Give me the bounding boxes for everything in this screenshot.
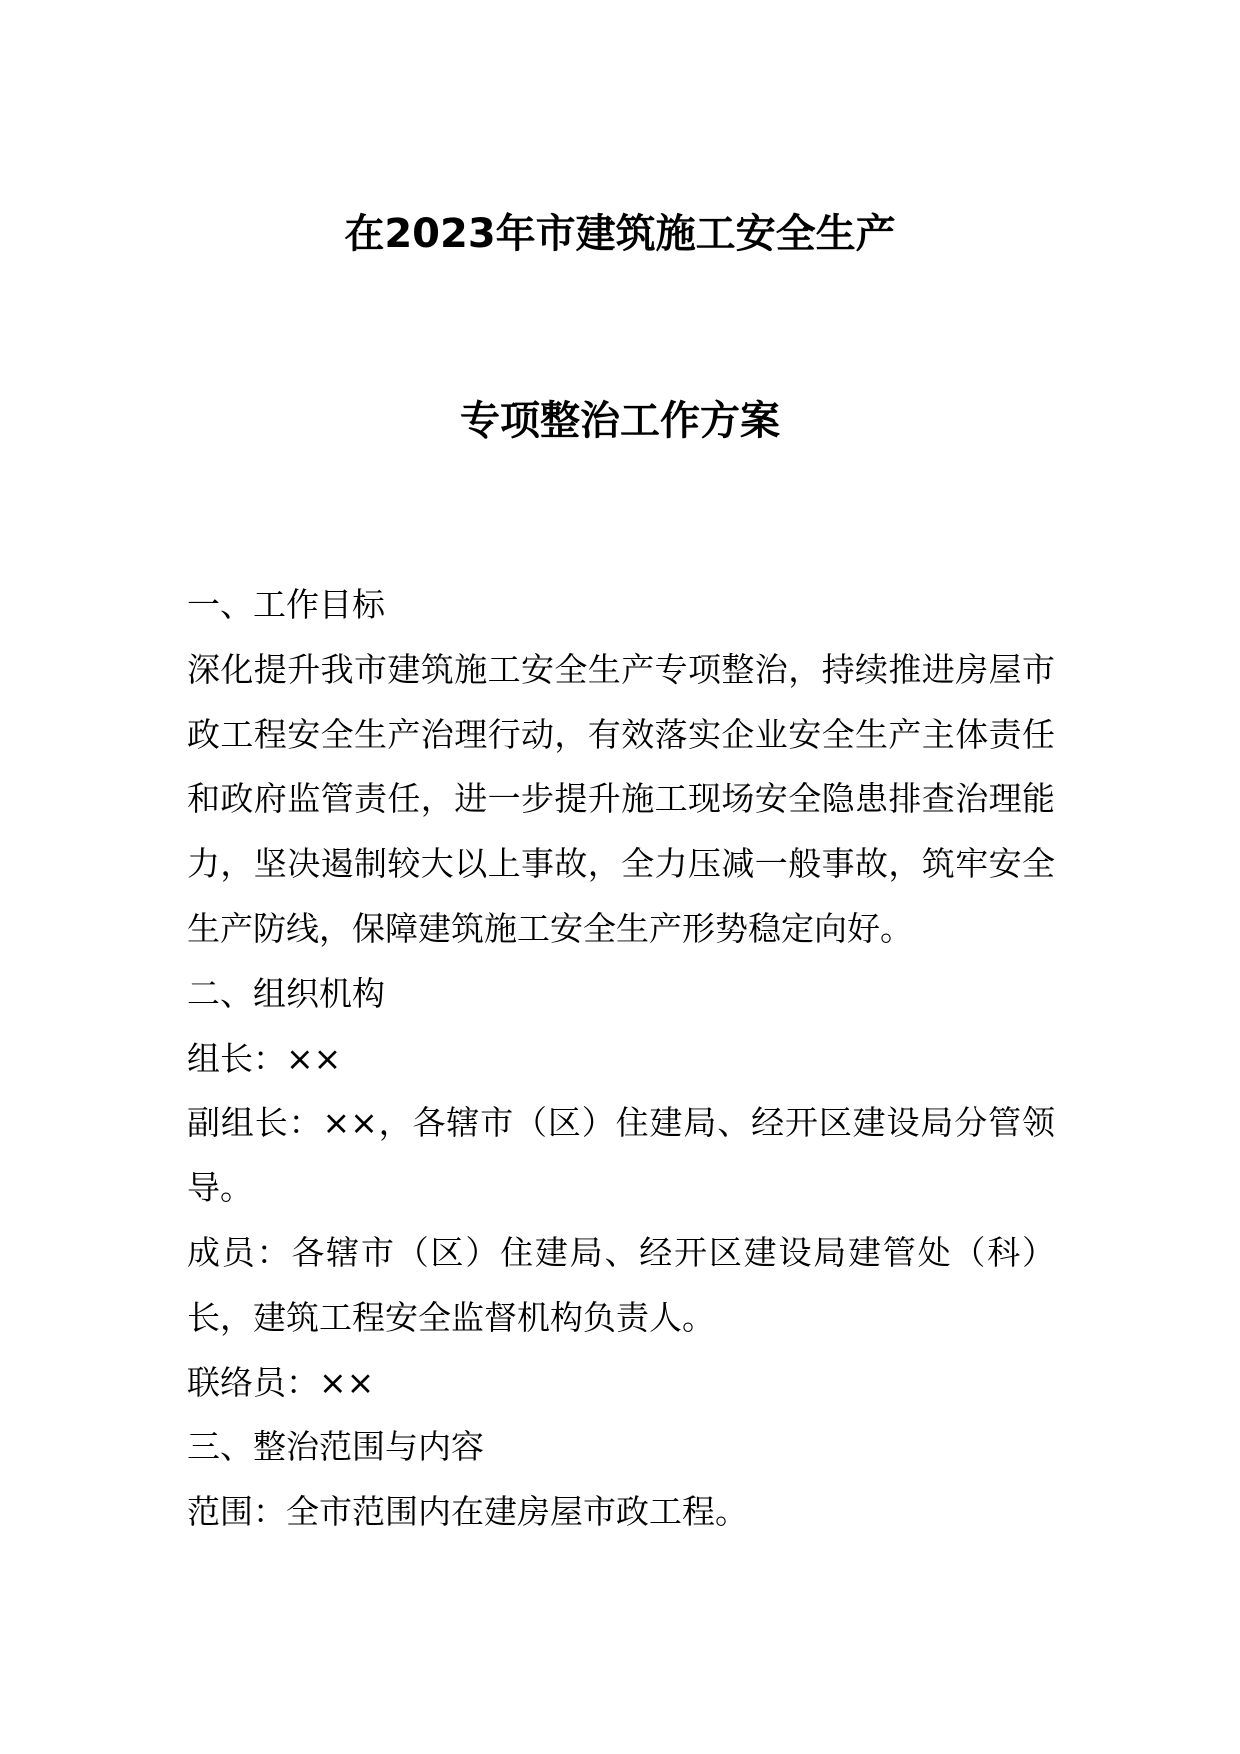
- paragraph-liaison: 联络员：××: [187, 1362, 375, 1402]
- section-heading-scope: 三、整治范围与内容: [187, 1427, 484, 1467]
- paragraph-scope: 范围：全市范围内在建房屋市政工程。: [187, 1492, 748, 1532]
- document-title-line-1: 在2023年市建筑施工安全生产: [344, 211, 896, 257]
- document-body: [187, 573, 1055, 1545]
- paragraph-deputy-leader: 副组长：××，各辖市（区）住建局、经开区建设局分管领导。: [187, 1103, 1055, 1208]
- paragraph-work-goals: 深化提升我市建筑施工安全生产专项整治，持续推进房屋市政工程安全生产治理行动，有效落实企业安全生产主体责任和政府监管责任，进一步提升施工现场安全隐患排查治理能力，坚决遏制较大以上事故，全力压减一般事故，筑牢安全生产防线，保障建筑施工安全生产形势稳定向好。: [187, 649, 1055, 948]
- paragraph-group-leader: 组长：××: [187, 1038, 342, 1078]
- section-heading-organization: 二、组织机构: [187, 973, 385, 1013]
- paragraph-members: 成员：各辖市（区）住建局、经开区建设局建管处（科）长，建筑工程安全监督机构负责人。: [187, 1232, 1055, 1337]
- section-heading-work-goals: 一、工作目标: [187, 585, 385, 624]
- document-title-line-2: 专项整治工作方案: [460, 398, 780, 444]
